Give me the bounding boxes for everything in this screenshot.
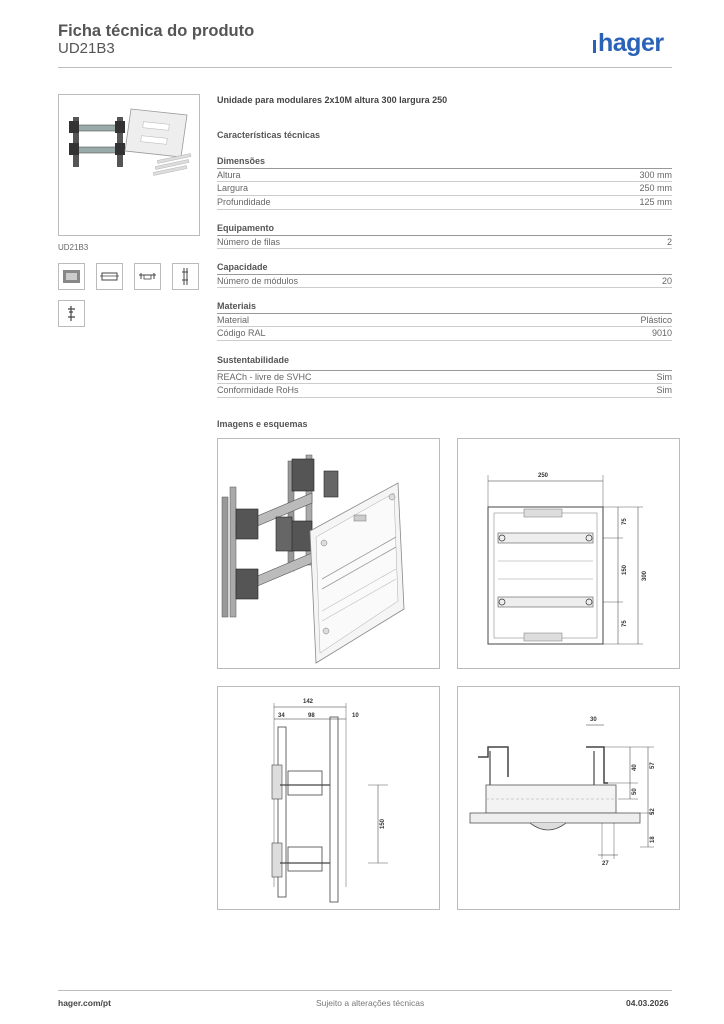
product-render-image[interactable] [217,438,440,669]
product-description: Unidade para modulares 2x10M altura 300 largura 250 [217,95,448,105]
spec-row-reach: REACh - livre de SVHC Sim [217,372,672,382]
spec-row-ral: Código RAL 9010 [217,327,672,341]
section-dimensions-title: Dimensões [217,156,266,166]
dim-detail-d5-label: 18 [650,836,656,843]
thumbnail-photo[interactable] [58,263,85,290]
section-sustainability-title: Sustentabilidade [217,355,290,365]
dim-bottom-label: 75 [622,620,628,627]
dim-middle-label: 150 [622,564,628,575]
footer-site-link[interactable]: hager.com/pt [58,998,111,1008]
front-dimension-drawing[interactable] [457,438,680,669]
side-dimension-drawing[interactable] [217,686,440,910]
photo-caption: UD21B3 [58,243,89,252]
spec-row-depth: Profundidade 125 mm [217,196,672,210]
spec-row-rohs: Conformidade RoHs Sim [217,384,672,398]
dim-detail-d2-label: 57 [650,762,656,769]
spec-row-rows: Número de filas 2 [217,237,672,247]
dim-height-label: 300 [642,570,648,581]
header-divider [58,67,672,68]
spec-row-modules: Número de módulos 20 [217,276,672,286]
thumbnail-top-drawing[interactable] [134,263,161,290]
spec-row-width: Largura 250 mm [217,182,672,196]
thumbnail-front-drawing[interactable] [96,263,123,290]
dim-rail-spacing-label: 150 [380,818,386,829]
dim-detail-d1-label: 40 [632,764,638,771]
spec-row-material: Material Plástico [217,315,672,325]
section-materials-title: Materiais [217,301,257,311]
thumbnail-detail-drawing[interactable] [58,300,85,327]
logo-bar-icon [593,40,596,53]
page-title: Ficha técnica do produto [58,22,255,40]
footer-note: Sujeito a alterações técnicas [316,998,425,1008]
product-photo[interactable] [58,94,200,236]
dim-detail-d3-label: 50 [632,788,638,795]
dim-a-label: 34 [278,713,285,719]
thumbnail-side-drawing[interactable] [172,263,199,290]
footer-divider [58,990,672,991]
hager-logo: hager [593,29,664,58]
dim-width-label: 250 [538,473,549,479]
section-capacity-title: Capacidade [217,262,268,272]
dim-depth-total-label: 142 [303,699,314,705]
dim-detail-top-label: 30 [590,717,597,723]
detail-dimension-drawing[interactable] [457,686,680,910]
section-equipment-title: Equipamento [217,223,275,233]
dim-top-label: 75 [622,518,628,525]
dim-c-label: 10 [352,713,359,719]
images-section-title: Imagens e esquemas [217,419,308,429]
characteristics-title: Características técnicas [217,130,321,140]
dim-b-label: 98 [308,713,315,719]
footer-date: 04.03.2026 [626,998,669,1008]
spec-row-height: Altura 300 mm [217,170,672,180]
product-code: UD21B3 [58,40,115,57]
dim-detail-d4-label: 52 [650,808,656,815]
dim-detail-bottom-label: 27 [602,861,609,867]
